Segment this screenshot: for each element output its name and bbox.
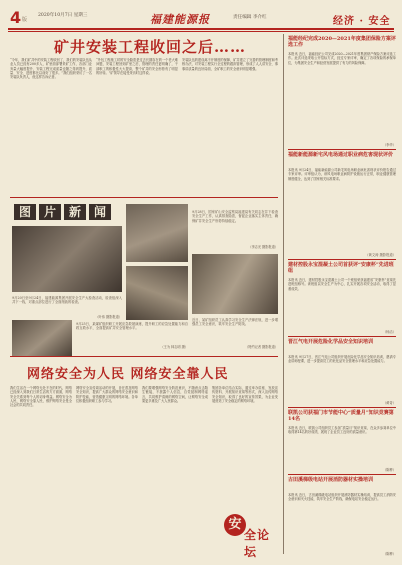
header-rule-thin (8, 31, 394, 32)
photo-caption-1: 9月28日，国家矿山安全监察局福建局有关同志在井下检查安全生产工作，认真排查隐患，督促企业落实主体责任，确保矿井安全生产形势持续稳定。 (192, 210, 278, 223)
sidebar-item-2-title: 福能新能源新宅风电场通过职业病危害现状评价 (288, 152, 394, 158)
sidebar-rule-5 (288, 474, 396, 475)
photo-training (192, 254, 278, 314)
photo-news-header (14, 201, 128, 223)
sidebar-item-2-body: 本报讯 9月24日，福能新能源公司新宅风电场职业病危害现状评价报告通过专家评审。评审组认为，该风电场职业病防护设施运行正常，职业健康管理制度健全，达到了国家相关标准要求。 (288, 168, 396, 181)
editor-line: 责任编辑 李介红 (233, 15, 267, 20)
publication-date: 2020年10月7日 星期三 (38, 13, 88, 18)
photo-byline-1: （李志光 摄影报道） (248, 245, 278, 249)
sidebar-item-1-body: 本报讯 近日，福能经纪公司完成2020—2021年度集团财产保险方案评选工作。此次评选采取公开招标方式，经过专家评审，确定了各项保险的承保单位，为集团安全生产和经营发展提供了有力的风险保障。 (288, 52, 396, 65)
section-rule-2 (10, 356, 278, 357)
sidebar-item-4-title: 晋江气电开展危险化学品安全知识培训 (288, 339, 374, 345)
sidebar-item-3-tag: （杨洁） (382, 330, 396, 334)
sidebar-item-1-tag: （李华） (382, 143, 396, 147)
photo-byline-2: （叶伟 摄影报道） (95, 315, 122, 319)
photo-news-char-1: 图 (14, 204, 36, 220)
sidebar-item-4-body: 本报讯 9月27日，晋江气电公司组织开展危险化学品安全知识培训，邀请专业讲师授课，进一步提高员工的危化品安全管理水平和应急处置能力。 (288, 355, 396, 364)
safety-forum-stamp-char: 安 (224, 514, 246, 536)
photo-study (12, 320, 72, 356)
main-article-column-1: “今年，我们矿井中的安装工程收回了，我们的安装队伍从业人员已经有200多人，矿里面部署采矿工作，各部门业务量大幅度提升，安装工程完成质量也随之得到提升，质量、安全、进度都比以前好了很多。”我们组织采访了一名安装队负责人，他这样告诉记者。 (10, 58, 92, 80)
masthead: 福建能源报 (150, 13, 210, 26)
page-number: 4 (10, 8, 22, 27)
photo-news-char-3: 新 (64, 204, 86, 220)
main-article-column-2: “外包工程施工时的安全隐患是过去长期存在的一个老大难问题，安装工程回到矿里之后，管理的责任更明确了，干部职工的积极性大大提高，整个矿井的安全形势有了明显的好转。”矿领导在接受采访时这样说。 (96, 58, 178, 75)
sidebar-item-6-tag: （陈桦） (382, 552, 396, 556)
photo-caption-4: 近日，某矿组织员工认真学习安全生产法律法规，进一步增强员工安全意识，筑牢安全生产防线。 (192, 318, 278, 327)
network-article-column-1: 我们生活在一个网络无处不在的时代，网络已经深入到我们日常生活的方方面面，网络安全关系到每个人的切身利益。网络安全为人民，网络安全靠人民，维护网络安全是全社会的共同责任。 (10, 386, 72, 408)
photo-mine-inspection (12, 226, 122, 292)
sidebar-item-3-body: 本报讯 近日，建材控股永宝混凝土公司一个班组荣获福建省“安康杯”竞赛先进班组称号。该班组以安全生产为中心，扎实开展各项安全活动，取得了显著成效。 (288, 278, 396, 291)
photo-caption-3: 9月25日，某煤矿组织职工开展应急救援演练，提升职工的应急处置能力和自救互救水平，全面提高矿井安全管理水平。 (76, 322, 188, 331)
photo-news-char-2: 片 (39, 204, 61, 220)
photo-byline-4: （特约记者 摄影报道） (245, 345, 278, 349)
section-title: 经济 · 安全 (333, 16, 391, 27)
sidebar-rule-2 (288, 259, 396, 260)
safety-forum-stamp (224, 512, 274, 559)
sidebar-item-6-title: 古田溪梯级电站开展消防器材实操培训 (288, 477, 374, 483)
sidebar-item-6-body: 本报讯 近日，古田溪梯级电站组织开展消防器材实操培训，提高员工消防安全意识和灭火技能，筑牢安全生产防线，确保电站安全稳定运行。 (288, 493, 396, 502)
network-article-column-3: 我们要增强网络安全防范意识，不随意点击陌生链接，不泄露个人信息，自觉抵制网络谣言，共同维护清朗的网络空间，让网络安全成果更多惠及广大人民群众。 (142, 386, 208, 403)
network-article-title: 网络安全为人民 网络安全靠人民 (27, 367, 229, 382)
photo-caption-2: 9月20日至9月24日，福建能源集团开展安全生产大检查活动，检查组深入井下一线，对重点部位进行了全面细致的检查。 (12, 296, 122, 305)
photo-byline-3: （王为 林志明 摄） (160, 345, 188, 349)
network-article-column-2: 网络安全宣传周活动的开展，旨在普及网络安全知识，提高广大群众的网络安全意识和防护技能，营造健康文明的网络环境。各单位积极组织职工参与学习。 (76, 386, 138, 403)
sidebar-item-5-title: 联凯公司获福门市节能中心“质量月”知识竞赛第14名 (288, 410, 394, 423)
safety-forum-stamp-word: 全论坛 (244, 528, 271, 559)
column-divider (283, 34, 284, 554)
main-article-title: 矿井安装工程收回之后…… (54, 38, 247, 56)
photo-drill (126, 266, 188, 320)
header-rule (8, 28, 394, 30)
network-article-column-4: 集团各单位结合实际，通过举办讲座、发放宣传资料、开展知识竞赛等形式，深入宣传网络安全知识，取得了良好的宣传效果，为企业发展营造了安全稳定的网络环境。 (212, 386, 278, 403)
sidebar-rule-4 (288, 407, 396, 408)
sidebar-rule-3 (288, 336, 396, 337)
sidebar-rule-1 (288, 149, 396, 150)
page-number-label: 版 (22, 17, 28, 23)
photo-group-check (126, 204, 188, 262)
sidebar-item-2-tag: （黄文涛 摄影报道） (365, 253, 396, 257)
sidebar-item-3-title: 建材控股永宝混凝土公司首获评“安康杯”先进班组 (288, 262, 394, 275)
sidebar-item-5-body: 本报讯 近日，联凯公司组织员工参加“质量月”知识竞赛，在众多参赛单位中取得第14名的好成绩，展现了企业员工良好的质量意识。 (288, 426, 396, 435)
main-article-column-3: 安装队伍的建设离不开制度的保障，矿井建立了完善的管理制度和考核办法，对安装工程实行全过程的跟踪管理，形成了人人讲安全、事事讲质量的良好局面，全矿职工的安全意识明显增强。 (182, 58, 278, 71)
sidebar-item-1-title: 福能经纪完成2020—2021年度集团保险方案评选工作 (288, 36, 396, 49)
section-rule (10, 197, 278, 198)
sidebar-item-4-tag: （黄奇） (382, 401, 396, 405)
photo-news-char-4: 闻 (89, 204, 111, 220)
sidebar-item-5-tag: （陈桦） (382, 468, 396, 472)
